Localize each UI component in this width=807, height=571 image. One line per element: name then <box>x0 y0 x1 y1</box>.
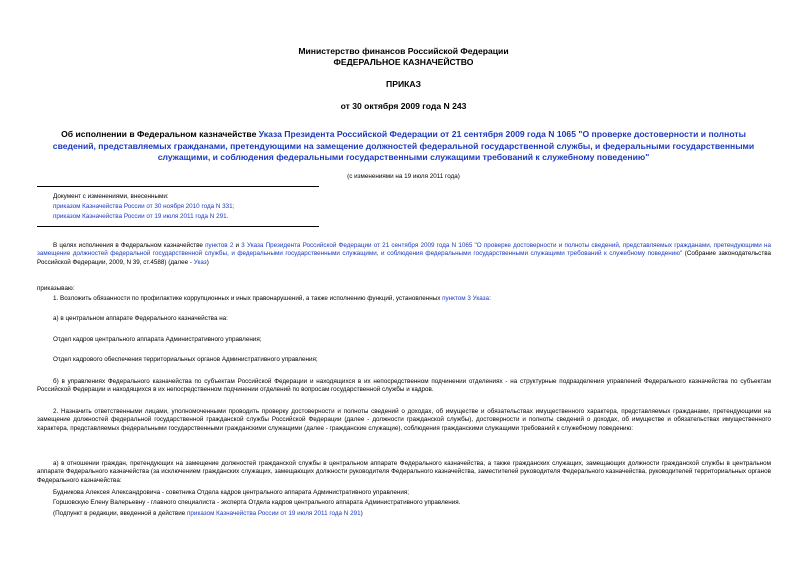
document-title <box>40 129 767 164</box>
document-date-number: от 30 октября 2009 года N 243 <box>340 101 467 111</box>
preamble-text-1: В целях исполнения в Федеральном казначействе <box>53 242 206 249</box>
paragraph-1a-item-1: Отдел кадров центрального аппарата Административного управления; <box>53 336 262 343</box>
amendment-link-1[interactable]: приказом Казначейства России от 30 ноября 2010 года N 331; <box>53 203 235 210</box>
paragraph-1-link[interactable]: пунктом 3 Указа <box>442 295 490 302</box>
preamble-paragraph <box>37 242 771 267</box>
paragraph-2a-item-1: Будникова Алексея Александровича - советника Отдела кадров центрального аппарата Административного управления; <box>53 489 410 496</box>
preamble-link-points[interactable]: пунктов 2 <box>205 242 234 249</box>
paragraph-1b: б) в управлениях Федерального казначейства по субъектам Российской Федерации и находящихся в их непосредственном подчинении отделениях - на структурные подразделения управлений Федерального казначейства по субъектам Российской Федерации и находящихся в их непосредственном подчинении отделений по вопросам государственной службы и кадров. <box>37 378 771 394</box>
divider-top <box>37 186 319 187</box>
ministry-name: Министерство финансов Российской Федерации <box>298 46 509 56</box>
paragraph-1a: а) в центральном аппарате Федерального казначейства на: <box>53 315 228 322</box>
title-prefix: Об исполнении в Федеральном казначействе <box>61 129 259 139</box>
note-end: ) <box>360 510 363 517</box>
order-word: приказываю: <box>37 285 75 292</box>
divider-bottom <box>37 226 319 227</box>
paragraph-2-note <box>37 510 771 518</box>
paragraph-2a: а) в отношении граждан, претендующих на замещение должностей гражданской службы в центральном аппарате Федерального казначейства, а также гражданских служащих, замещающих должности гражданской службы в центральном аппарате Федерального казначейства (за исключением гражданских служащих, замещающих должности руководителя Федерального казначейства, заместителей руководителя Федерального казначейства, руководителей территориальных органов Федерального казначейства: <box>37 460 771 484</box>
paragraph-1-end: : <box>489 295 491 302</box>
paragraph-1 <box>37 295 771 303</box>
paragraph-1-text: 1. Возложить обязанности по профилактике коррупционных и иных правонарушений, а также исполнению функций, установленных <box>53 295 443 302</box>
paragraph-2a-item-2: Горшовскую Елену Валерьевну - главного специалиста - эксперта Отдела кадров центрального аппарата Административного управления. <box>53 499 461 506</box>
revision-note: (с изменениями на 19 июля 2011 года) <box>347 173 460 180</box>
paragraph-2: 2. Назначить ответственными лицами, уполномоченными проводить проверку достоверности и полноты сведений о доходах, об имуществе и обязательствах имущественного характера, представляемых гражданами, претендующими на замещение должностей федеральной государственной гражданской службы Российской Федерации (далее - должности гражданской службы), достоверности и полноты сведений о доходах, об имуществе и обязательствах имущественного характера, представляемых федеральными государственными гражданскими служащими (далее - гражданские служащие), соблюдения гражданскими служащими требований к служебному поведению: <box>37 408 771 432</box>
amendment-link-2[interactable]: приказом Казначейства России от 19 июля 2011 года N 291. <box>53 213 229 220</box>
preamble-text-4: ) <box>206 258 209 266</box>
preamble-link-decree[interactable]: 3 Указа Президента Российской Федерации от 21 сентября 2009 года N 1065 "О проверке достоверности и полноты сведений, представляемых гражданами, претендующими на замещение должностей федеральной государственной службы, и федеральными государственными служащими, и соблюдения федеральными государственными служащими требований к служебному поведению" <box>37 242 771 258</box>
preamble-link-ukaz[interactable]: Указ <box>193 258 207 266</box>
agency-name: ФЕДЕРАЛЬНОЕ КАЗНАЧЕЙСТВО <box>333 57 474 67</box>
preamble-text-2: и <box>233 242 242 249</box>
note-text: (Подпункт в редакции, введенной в действие <box>53 510 188 517</box>
preamble-text-3: (Собрание законодательства Российской Федерации, 2009, N 39, ст.4588) (далее - <box>37 250 771 266</box>
title-decree-link[interactable]: Указа Президента Российской Федерации от 21 сентября 2009 года N 1065 "О проверке достоверности и полноты сведений, представляемых гражданами, претендующими на замещение должностей федеральной государственной службы, и федеральными государственными служащими, и соблюдения федеральными государственными служащими требований к служебному поведению" <box>52 129 755 162</box>
paragraph-1a-item-2: Отдел кадрового обеспечения территориальных органов Административного управления; <box>53 356 318 363</box>
document-type: ПРИКАЗ <box>386 79 421 89</box>
amendments-intro: Документ с изменениями, внесенными: <box>53 193 169 200</box>
note-link[interactable]: приказом Казначейства России от 19 июля 2011 года N 291 <box>187 510 361 517</box>
